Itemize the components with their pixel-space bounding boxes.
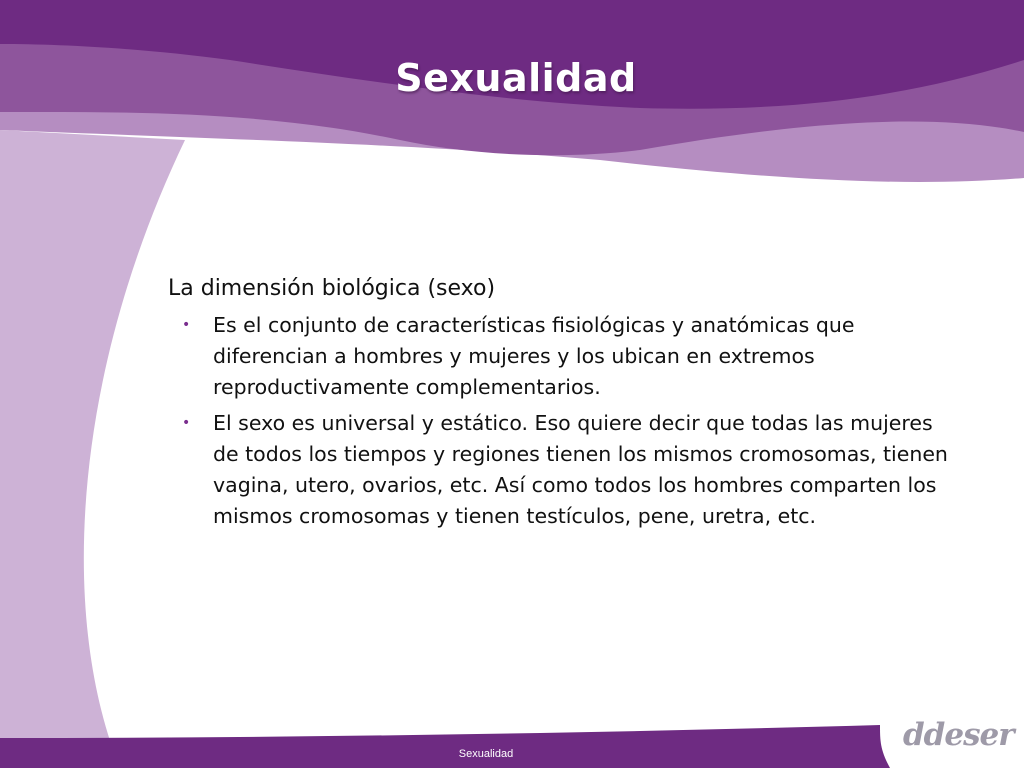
bullet-dot-icon: • <box>182 415 191 431</box>
ddeser-logo <box>903 712 1013 758</box>
slide-title: Sexualidad <box>395 56 637 100</box>
bullet-item <box>168 408 958 532</box>
slide-content <box>168 272 968 537</box>
bullet-text: Es el conjunto de características fisiológicas y anatómicas que diferencian a hombres y mujeres y los ubican en extremos reproductivamente complementarios. <box>213 313 855 399</box>
bullet-item <box>168 310 958 403</box>
bullet-text: El sexo es universal y estático. Eso quiere decir que todas las mujeres de todos los tiempos y regiones tienen los mismos cromosomas, tienen vagina, utero, ovarios, etc. Así como todos los hombres comparten los mismos cromosomas y tienen testículos, pene, uretra, etc. <box>213 411 948 528</box>
section-heading: La dimensión biológica (sexo) <box>168 276 496 301</box>
logo-wordmark: ddeser <box>903 717 1014 753</box>
bullet-list <box>168 310 968 532</box>
footer-label: Sexualidad <box>458 748 514 760</box>
left-curve-band <box>0 130 185 768</box>
bullet-dot-icon: • <box>182 317 191 333</box>
